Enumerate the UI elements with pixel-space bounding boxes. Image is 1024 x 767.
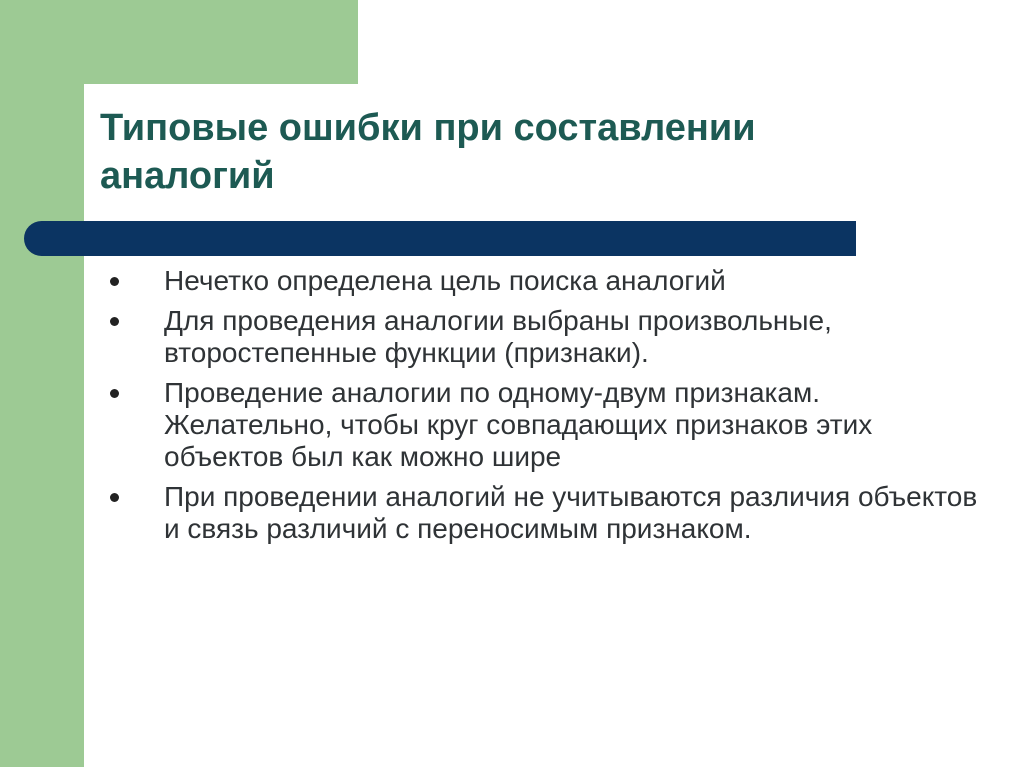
bullet-text: Проведение аналогии по одному-двум признакам. Желательно, чтобы круг совпадающих признаков этих объектов был как можно шире [164,377,873,472]
bullet-item [100,377,980,473]
decorative-green-block [0,0,358,84]
bullet-dot-icon [110,389,119,398]
bullet-list [100,265,980,553]
bullet-text: Для проведения аналогии выбраны произвольные, второстепенные функции (признаки). [164,305,832,368]
bullet-item [100,481,980,545]
bullet-text: Нечетко определена цель поиска аналогий [164,265,726,296]
title-underline-bar [24,221,856,256]
bullet-dot-icon [110,277,119,286]
bullet-dot-icon [110,493,119,502]
bullet-dot-icon [110,317,119,326]
bullet-text: При проведении аналогий не учитываются различия объектов и связь различий с переносимым признаком. [164,481,978,544]
bullet-item [100,265,980,297]
slide-title-line-1: Типовые ошибки при составлении [100,107,756,149]
bullet-item [100,305,980,369]
slide-title-line-2: аналогий [100,155,275,197]
decorative-green-strip [0,0,84,767]
slide-title [100,104,980,200]
